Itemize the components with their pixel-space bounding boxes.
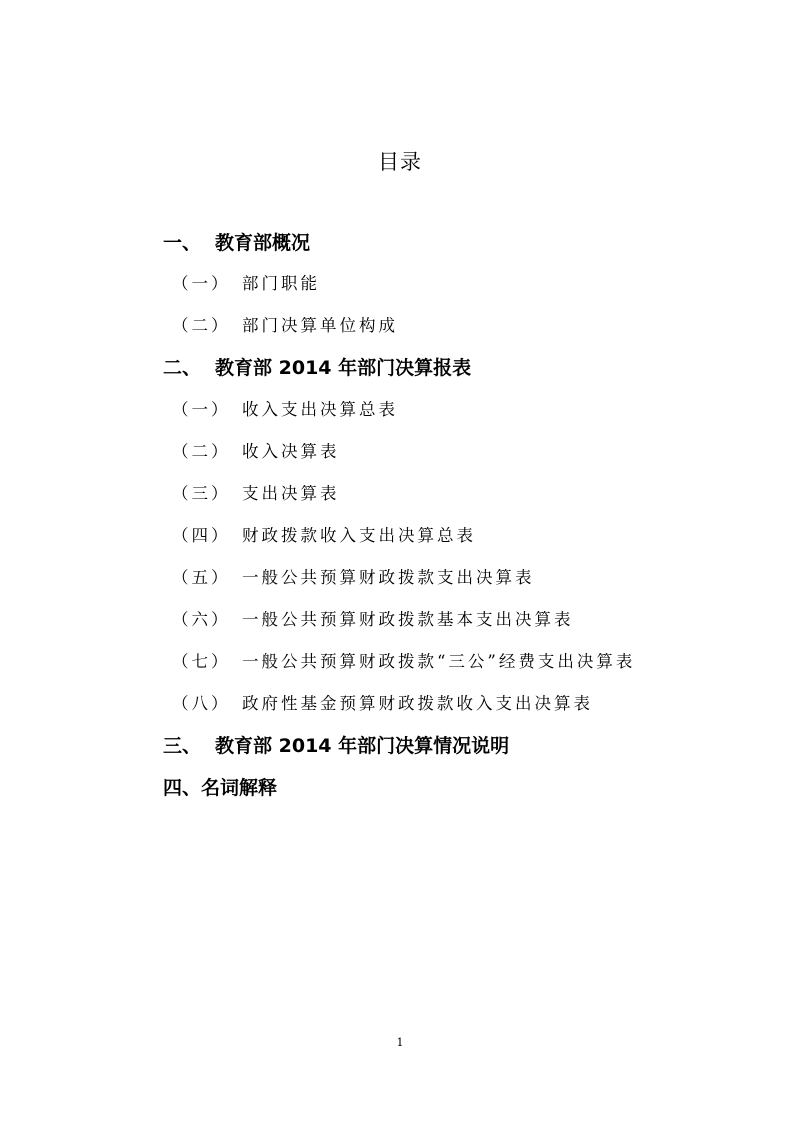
toc-section-number: 二、: [163, 357, 202, 379]
toc-item-number: （六）: [172, 610, 231, 629]
toc-section-title: 名词解释: [201, 777, 278, 799]
toc-item-number: （七）: [172, 652, 231, 671]
toc-section-4: [163, 779, 277, 798]
toc-section-number: 三、: [163, 735, 202, 757]
toc-item-2-5: [172, 570, 535, 587]
toc-item-2-6: [172, 612, 574, 629]
toc-item-2-7: [172, 654, 635, 671]
toc-item-1-1: [172, 276, 320, 293]
toc-item-number: （二）: [172, 316, 231, 335]
toc-item-1-2: [172, 318, 398, 335]
toc-section-title: 教育部 2014 年部门决算报表: [215, 357, 472, 379]
toc-section-1: [163, 234, 310, 253]
toc-item-number: （八）: [172, 694, 231, 713]
toc-item-number: （一）: [172, 400, 231, 419]
toc-section-number: 一、: [163, 232, 202, 254]
toc-item-2-1: [172, 402, 398, 419]
toc-item-title: 一般公共预算财政拨款“三公”经费支出决算表: [242, 652, 636, 671]
page-number: 1: [396, 1036, 404, 1049]
toc-section-number: 四、: [163, 777, 202, 799]
toc-item-2-4: [172, 528, 476, 545]
toc-item-title: 一般公共预算财政拨款基本支出决算表: [242, 610, 574, 629]
toc-item-title: 政府性基金预算财政拨款收入支出决算表: [242, 694, 593, 713]
toc-section-title: 教育部概况: [215, 232, 311, 254]
toc-item-number: （四）: [172, 526, 231, 545]
toc-section-title: 教育部 2014 年部门决算情况说明: [215, 735, 510, 757]
toc-item-title: 收入决算表: [242, 442, 340, 461]
toc-section-2: [163, 359, 471, 378]
toc-item-2-3: [172, 486, 340, 503]
toc-item-title: 部门决算单位构成: [242, 316, 398, 335]
toc-item-title: 财政拨款收入支出决算总表: [242, 526, 476, 545]
toc-section-3: [163, 737, 509, 756]
toc-item-title: 一般公共预算财政拨款支出决算表: [242, 568, 535, 587]
toc-item-number: （三）: [172, 484, 231, 503]
toc-item-number: （五）: [172, 568, 231, 587]
toc-item-2-8: [172, 696, 593, 713]
toc-item-title: 支出决算表: [242, 484, 340, 503]
toc-item-number: （二）: [172, 442, 231, 461]
page-title: 目录: [378, 150, 422, 174]
toc-item-title: 收入支出决算总表: [242, 400, 398, 419]
toc-item-number: （一）: [172, 274, 231, 293]
toc-item-title: 部门职能: [242, 274, 320, 293]
toc-item-2-2: [172, 444, 340, 461]
